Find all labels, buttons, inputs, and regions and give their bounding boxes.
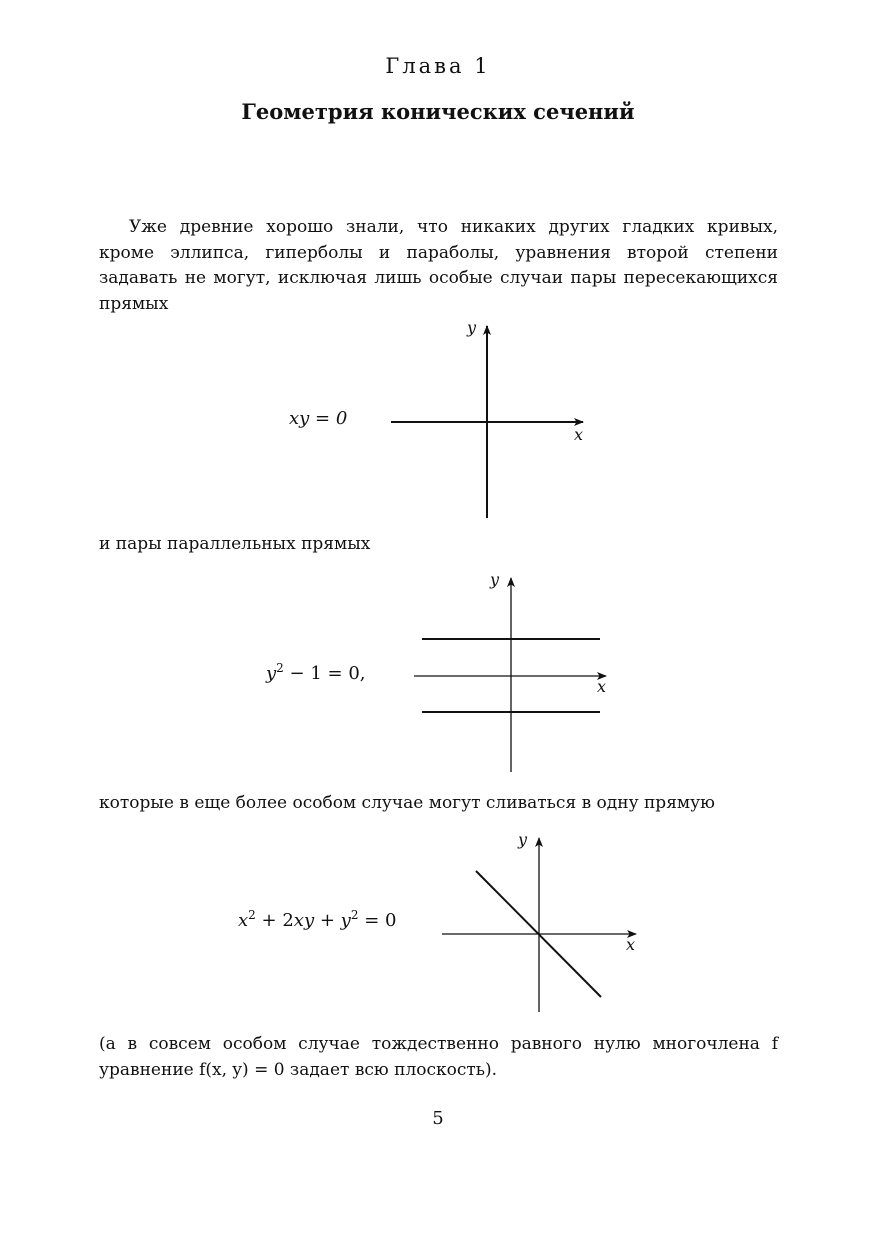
figure-double-line: [436, 830, 646, 1020]
chapter-title: Геометрия конических сечений: [241, 99, 635, 124]
page-number: 5: [432, 1108, 444, 1129]
caption-single-line: которые в еще более особом случае могут сливаться в одну прямую: [99, 793, 715, 813]
figure-parallel-lines: [408, 570, 613, 775]
equation-parallel: $y^2 - 1 = 0$,: [266, 661, 366, 684]
equation-double-line: $x^2 + 2xy + y^2 = 0$: [238, 908, 397, 931]
chapter-label: Глава 1: [385, 54, 491, 78]
axis-label-x: x: [626, 935, 636, 954]
axis-label-x: x: [597, 677, 607, 696]
axis-label-y: y: [490, 570, 500, 589]
caption-parallel-lines: и пары параллельных прямых: [99, 534, 371, 554]
intro-paragraph: Уже древние хорошо знали, что никаких других гладких кривых, кроме эллипса, гиперболы и параболы, уравнения второй степени задавать не могут, исключая лишь особые случаи пары пересекающихся прямых: [99, 217, 778, 314]
equation-xy: xy = 0: [289, 408, 348, 429]
axis-label-x: x: [574, 425, 584, 444]
axis-label-y: y: [467, 318, 477, 337]
axis-label-y: y: [518, 830, 528, 849]
closing-paragraph: (а в совсем особом случае тождественно равного нулю многочлена f уравнение f(x, y) = 0 задает всю плоскость).: [99, 1034, 778, 1080]
figure-intersecting-lines: [385, 318, 595, 523]
